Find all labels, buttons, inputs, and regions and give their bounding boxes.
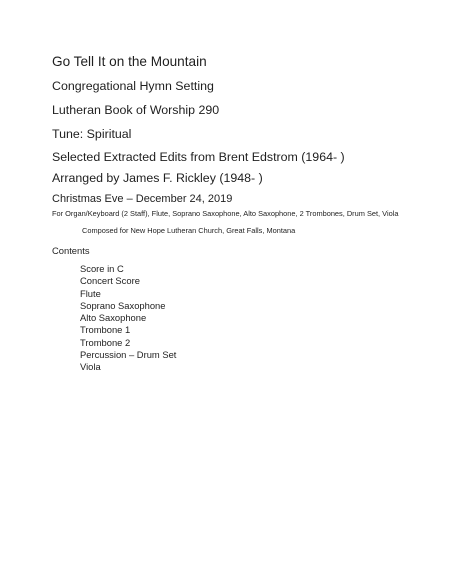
hymnal-line: Lutheran Book of Worship 290 [52, 103, 220, 117]
contents-item: Percussion – Drum Set [80, 349, 177, 361]
contents-item: Soprano Saxophone [80, 299, 166, 311]
composed-for-line: Composed for New Hope Lutheran Church, Great Falls, Montana [82, 226, 296, 235]
contents-item: Trombone 2 [80, 336, 131, 348]
arranger-line: Arranged by James F. Rickley (1948- ) [52, 171, 263, 185]
edits-line: Selected Extracted Edits from Brent Edstrom (1964- ) [52, 150, 345, 164]
instrumentation-line: For Organ/Keyboard (2 Staff), Flute, Soprano Saxophone, Alto Saxophone, 2 Trombones, Drum Set, Viola [52, 209, 399, 218]
setting-line: Congregational Hymn Setting [52, 79, 214, 93]
contents-item: Score in C [80, 263, 124, 274]
contents-item: Concert Score [80, 275, 140, 287]
contents-heading: Contents [52, 245, 90, 256]
tune-line: Tune: Spiritual [52, 127, 132, 141]
document-title: Go Tell It on the Mountain [52, 54, 207, 69]
contents-list [80, 263, 176, 374]
contents-item: Trombone 1 [80, 324, 131, 336]
contents-item: Viola [80, 361, 101, 373]
contents-item: Flute [80, 287, 101, 299]
contents-item: Alto Saxophone [80, 312, 147, 324]
occasion-line: Christmas Eve – December 24, 2019 [52, 193, 233, 205]
